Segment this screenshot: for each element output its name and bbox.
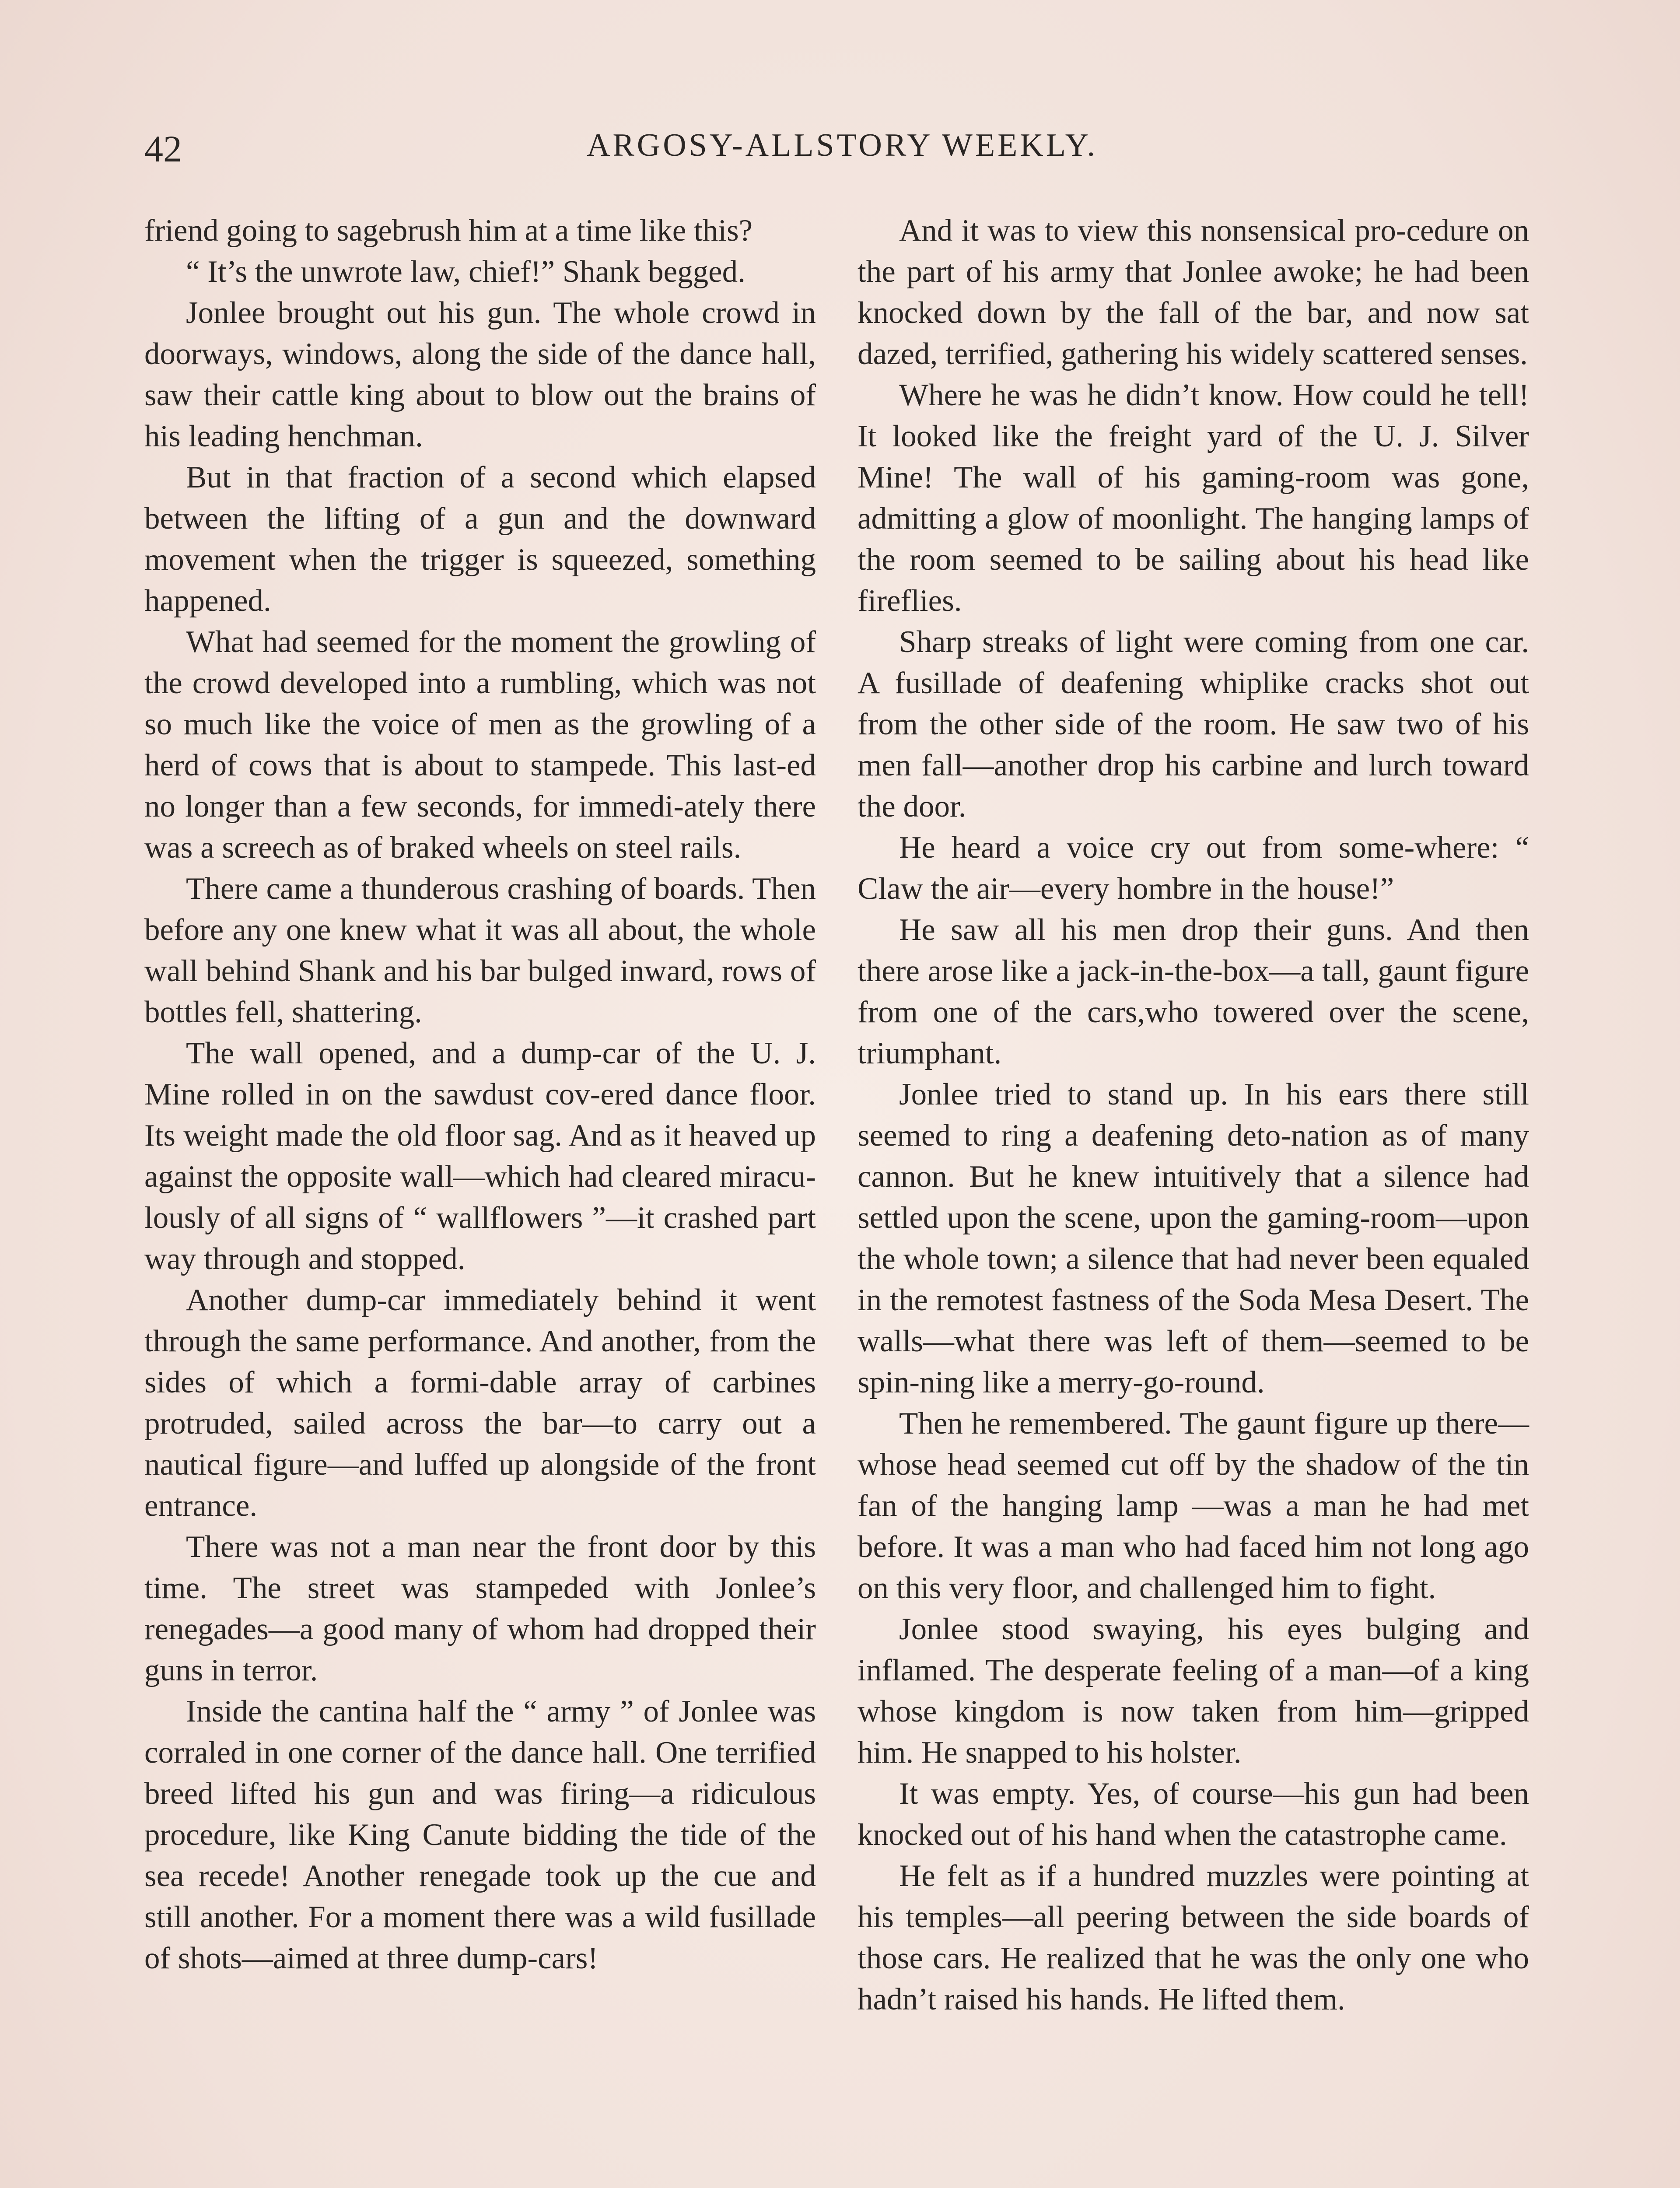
paragraph: It was empty. Yes, of course—his gun had been knocked out of his hand when the catastrophe came.: [858, 1777, 1529, 1852]
paragraph: The wall opened, and a dump-car of the U. J. Mine rolled in on the sawdust cov-ered dance floor. Its weight made the old floor sag. And as it heaved up against the opposite wall—which had cleared miracu-lously of all signs of “ wallflowers ”—it crashed part way through and stopped.: [144, 1036, 816, 1276]
paragraph: Jonlee stood swaying, his eyes bulging and inflamed. The desperate feeling of a man—of a king whose kingdom is now taken from him—gripped him. He snapped to his holster.: [858, 1612, 1529, 1770]
right-column: [858, 210, 1529, 2020]
paragraph: There came a thunderous crashing of boards. Then before any one knew what it was all about, the whole wall behind Shank and his bar bulged inward, rows of bottles fell, shattering.: [144, 872, 816, 1029]
paragraph: Jonlee brought out his gun. The whole crowd in doorways, windows, along the side of the dance hall, saw their cattle king about to blow out the brains of his leading henchman.: [144, 296, 816, 453]
paragraph: But in that fraction of a second which elapsed between the lifting of a gun and the downward movement when the trigger is squeezed, something happened.: [144, 460, 816, 618]
paragraph: Sharp streaks of light were coming from one car. A fusillade of deafening whiplike cracks shot out from the other side of the room. He saw two of his men fall—another drop his carbine and lurch toward the door.: [858, 625, 1529, 824]
paragraph: There was not a man near the front door by this time. The street was stampeded with Jonlee’s renegades—a good many of whom had dropped their guns in terror.: [144, 1530, 816, 1687]
paragraph: Inside the cantina half the “ army ” of Jonlee was corraled in one corner of the dance hall. One terrified breed lifted his gun and was firing—a ridiculous procedure, like King Canute bidding the tide of the sea recede! Another renegade took up the cue and still another. For a moment there was a wild fusillade of shots—aimed at three dump-cars!: [144, 1694, 816, 1975]
paragraph: “ It’s the unwrote law, chief!” Shank begged.: [186, 255, 746, 289]
page-number: 42: [144, 128, 182, 170]
paragraph: He felt as if a hundred muzzles were pointing at his temples—all peering between the side boards of those cars. He realized that he was the only one who hadn’t raised his hands. He lifted them.: [858, 1859, 1529, 2016]
paragraph: Where he was he didn’t know. How could he tell! It looked like the freight yard of the U. J. Silver Mine! The wall of his gaming-room was gone, admitting a glow of moonlight. The hanging lamps of the room seemed to be sailing about his head like fireflies.: [858, 378, 1529, 618]
paragraph: Jonlee tried to stand up. In his ears there still seemed to ring a deafening deto-nation as of many cannon. But he knew intuitively that a silence had settled upon the scene, upon the gaming-room—upon the whole town; a silence that had never been equaled in the remotest fastness of the Soda Mesa Desert. The walls—what there was left of them—seemed to be spin-ning like a merry-go-round.: [858, 1077, 1529, 1399]
page-header: [144, 127, 1540, 179]
left-column: [144, 210, 816, 1979]
paragraph: friend going to sagebrush him at a time like this?: [144, 214, 753, 248]
paragraph: He saw all his men drop their guns. And then there arose like a jack-in-the-box—a tall, gaunt figure from one of the cars,who towered over the scene, triumphant.: [858, 913, 1529, 1070]
paragraph: What had seemed for the moment the growling of the crowd developed into a rumbling, which was not so much like the voice of men as the growling of a herd of cows that is about to stampede. This last-ed no longer than a few seconds, for immedi-ately there was a screech as of braked wheels on steel rails.: [144, 625, 816, 865]
running-head: ARGOSY-ALLSTORY WEEKLY.: [586, 127, 1098, 163]
paragraph: Then he remembered. The gaunt figure up there—whose head seemed cut off by the shadow of the tin fan of the hanging lamp —was a man he had met before. It was a man who had faced him not long ago on this very floor, and challenged him to fight.: [858, 1406, 1529, 1605]
paragraph: And it was to view this nonsensical pro-cedure on the part of his army that Jonlee awoke; he had been knocked down by the fall of the bar, and now sat dazed, terrified, gathering his widely scattered senses.: [858, 214, 1529, 371]
paragraph: He heard a voice cry out from some-where: “ Claw the air—every hombre in the house!”: [858, 831, 1529, 906]
paragraph: Another dump-car immediately behind it went through the same performance. And another, from the sides of which a formi-dable array of carbines protruded, sailed across the bar—to carry out a nautical figure—and luffed up alongside of the front entrance.: [144, 1283, 816, 1523]
